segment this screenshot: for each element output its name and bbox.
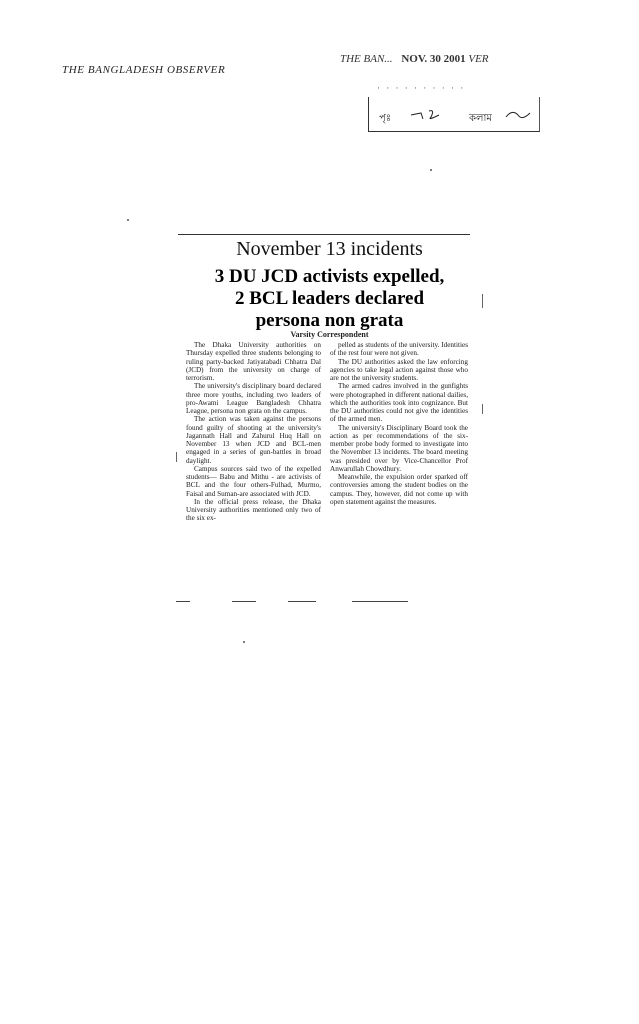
paragraph: pelled as students of the university. Identities of the rest four were not given. [330, 341, 468, 358]
paragraph: The university's Disciplinary Board took the action as per recommendations of the six-member probe body formed to investigate into the November 13 incidents. The board meeting was presided over by Vice-Chancellor Prof Anwarullah Chowdhury. [330, 423, 468, 473]
headline-line: 2 BCL leaders declared [234, 288, 425, 309]
bottom-rule [288, 601, 316, 602]
handwritten-page-number [409, 107, 449, 123]
paragraph: The Dhaka University authorities on Thursday expelled three students belonging to ruling party-backed Jatiyatabadi Chhatra Dal (JCD) from the university on charge of terrorism. [186, 341, 321, 382]
margin-mark [482, 294, 483, 308]
scan-speck [430, 169, 432, 171]
dateline [340, 53, 489, 65]
scan-speck [243, 641, 245, 643]
headline-line: persona non grata [255, 310, 404, 331]
headline-line: 3 DU JCD activists expelled, [214, 266, 445, 287]
dateline-suffix: VER [468, 53, 489, 65]
bottom-rule [176, 601, 190, 602]
stamp-page-label: পৃঃ [379, 113, 392, 124]
article-column-right [330, 341, 468, 506]
date-stamp: NOV. 30 2001 [401, 53, 466, 65]
kicker-headline: November 13 incidents [236, 238, 423, 260]
paragraph: Meanwhile, the expulsion order sparked off controversies among the student bodies on the campus. They, however, did not come up with open statement against the measures. [330, 473, 468, 506]
dateline-prefix: THE BAN... [340, 53, 393, 65]
paragraph: The university's disciplinary board declared three more youths, including two leaders of pro-Awami League Bangladesh Chhatra League, persona non grata on the campus. [186, 382, 321, 415]
filing-stamp [368, 83, 540, 132]
paragraph: The action was taken against the persons found guilty of shooting at the university's Jagannath Hall and Zahurul Huq Hall on November 13 when JCD and BCL-men engaged in a series of gun-battles in broad daylight. [186, 415, 321, 465]
stamp-column-label: কলাম [469, 113, 492, 124]
paragraph: In the official press release, the Dhaka University authorities mentioned only two of the six ex- [186, 497, 321, 523]
main-headline [178, 266, 481, 332]
stamp-dots: · · · · · · · · · · [377, 83, 466, 93]
news-clipping [178, 234, 481, 596]
paragraph: The DU authorities asked the law enforcing agencies to take legal action against those who are not the university students. [330, 357, 468, 382]
margin-mark [482, 404, 483, 414]
bottom-rule [352, 601, 408, 602]
paragraph: The armed cadres involved in the gunfights were photographed in different national dailies, which the authorities took into cognizance. But the DU authorities could not give the identities of the armed men. [330, 382, 468, 424]
article-column-left [186, 341, 321, 523]
masthead: THE BANGLADESH OBSERVER [62, 64, 226, 76]
paragraph: Campus sources said two of the expelled students— Babu and Mithu - are activists of BCL and the four others-Fulhad, Murmo, Faisal and Suman-are associated with JCD. [186, 464, 321, 498]
margin-mark [176, 452, 177, 462]
byline: Varsity Correspondent [290, 330, 369, 339]
handwritten-column-number [504, 107, 534, 123]
bottom-rule [232, 601, 256, 602]
top-rule [178, 234, 470, 235]
scan-speck [127, 219, 129, 221]
